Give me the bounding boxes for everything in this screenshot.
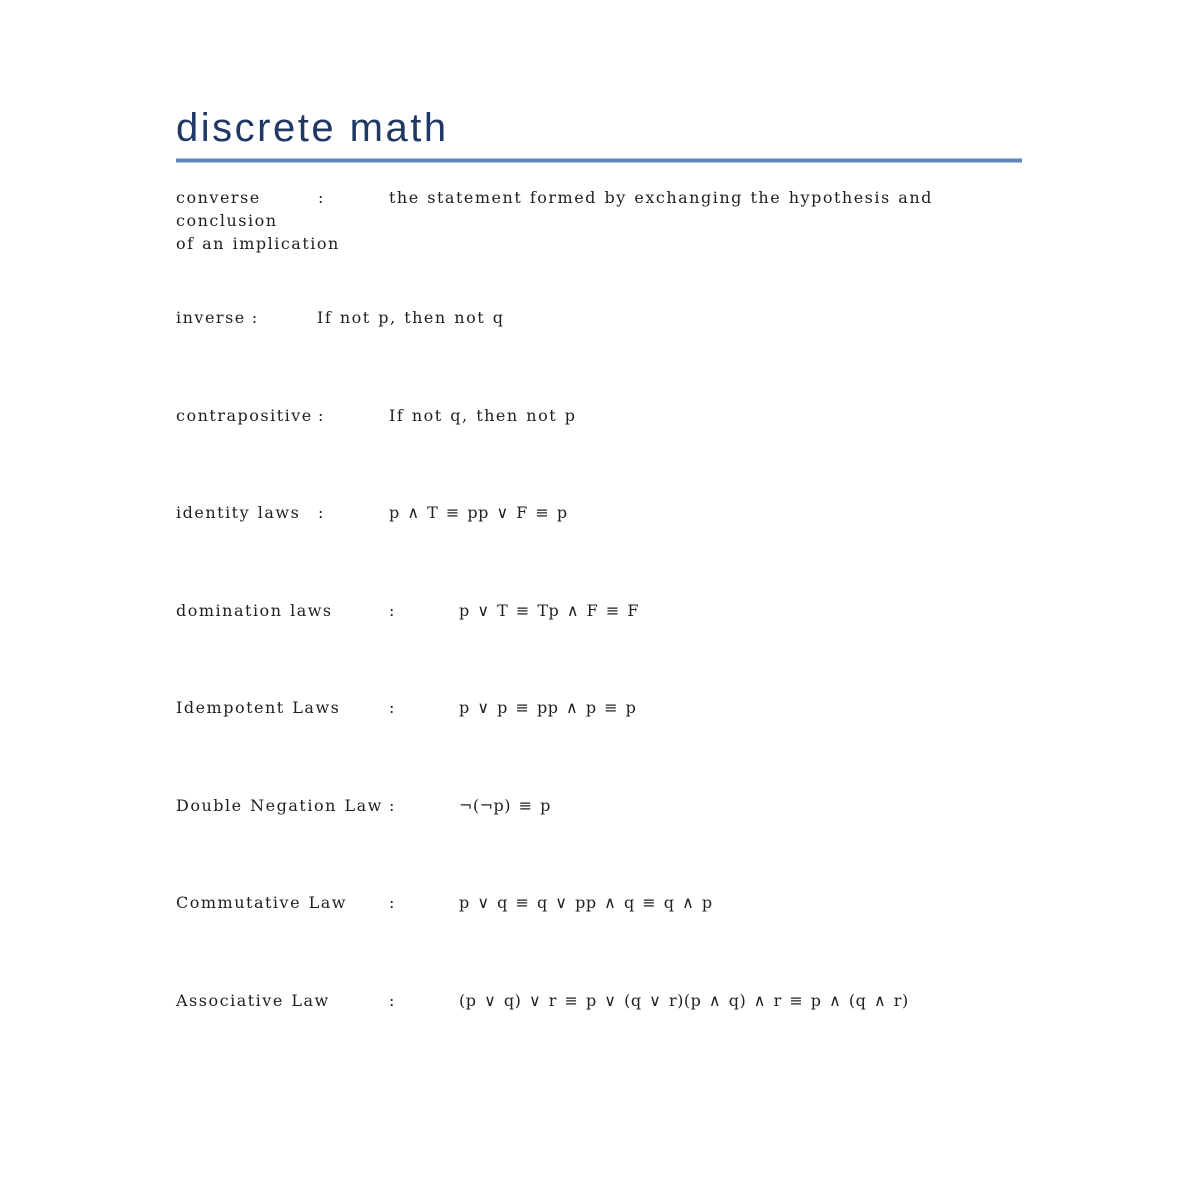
definition-formula: p ∧ T ≡ pp ∨ F ≡ p	[389, 503, 568, 522]
definition-text: If not p, then not q	[317, 308, 505, 327]
colon-separator: :	[389, 893, 396, 912]
colon-separator: :	[251, 308, 259, 327]
term-label: Commutative Law	[176, 893, 347, 912]
definition-text: If not q, then not p	[389, 406, 577, 425]
colon-separator: :	[318, 188, 325, 207]
definition-formula: p ∨ q ≡ q ∨ pp ∧ q ≡ q ∧ p	[459, 893, 713, 912]
definition-text-continued: of an implication	[176, 234, 340, 253]
definition-formula: p ∨ p ≡ pp ∧ p ≡ p	[459, 698, 637, 717]
definition-formula: p ∨ T ≡ Tp ∧ F ≡ F	[459, 601, 639, 620]
row-domination-laws	[176, 599, 1022, 622]
term-label: converse	[176, 188, 261, 207]
row-converse	[176, 186, 1022, 255]
row-commutative-law	[176, 891, 1022, 914]
term-label: contrapositive	[176, 406, 313, 425]
title-underline	[176, 158, 1022, 163]
colon-separator: :	[389, 698, 396, 717]
row-double-negation-law	[176, 794, 1022, 817]
term-label: domination laws	[176, 601, 333, 620]
colon-separator: :	[318, 503, 325, 522]
definition-formula: ¬(¬p) ≡ p	[459, 796, 551, 815]
term-label: Double Negation Law	[176, 796, 383, 815]
colon-separator: :	[389, 601, 396, 620]
row-contrapositive	[176, 404, 1022, 427]
row-identity-laws	[176, 501, 1022, 524]
colon-separator: :	[389, 991, 396, 1010]
colon-separator: :	[389, 796, 396, 815]
colon-separator: :	[318, 406, 325, 425]
definition-text: the statement formed by exchanging the hypothesis and conclusion	[176, 188, 933, 230]
row-associative-law	[176, 989, 1022, 1012]
term-label: Associative Law	[176, 991, 330, 1010]
row-idempotent-laws	[176, 696, 1022, 719]
term-label: identity laws	[176, 503, 301, 522]
title-block	[176, 103, 1022, 153]
document-title: discrete math	[176, 106, 449, 150]
term-label: Idempotent Laws	[176, 698, 341, 717]
row-inverse	[176, 306, 1022, 329]
term-label: inverse	[176, 308, 246, 327]
definition-formula: (p ∨ q) ∨ r ≡ p ∨ (q ∨ r)(p ∧ q) ∧ r ≡ p ∧ (q ∧ r)	[459, 991, 909, 1010]
